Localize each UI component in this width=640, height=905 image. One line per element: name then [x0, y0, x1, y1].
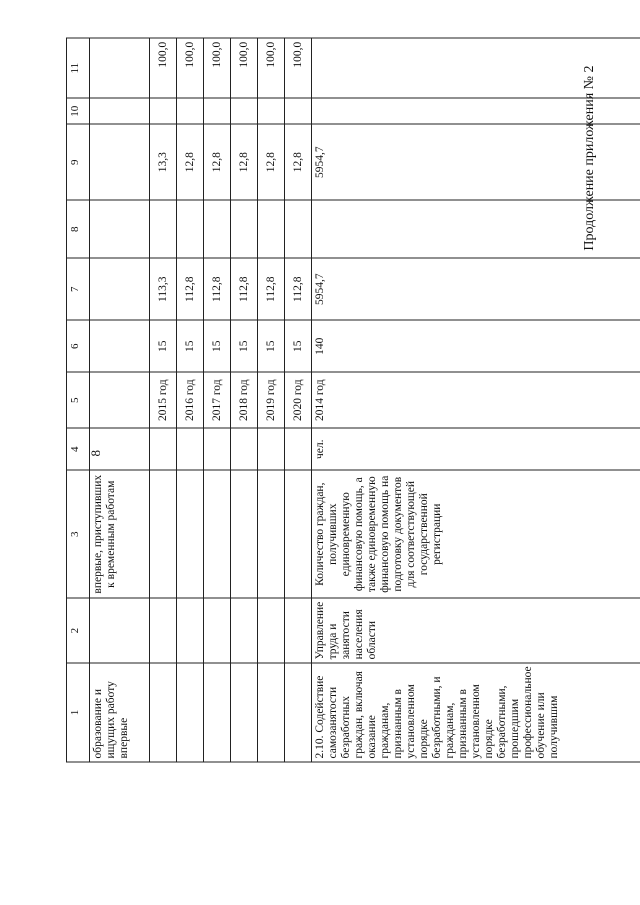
table-row	[177, 38, 204, 762]
table-row	[150, 38, 177, 762]
col-number: 7	[67, 258, 90, 320]
year-cell: 2017 год	[204, 372, 231, 428]
year-cell: 2014 год	[312, 372, 640, 428]
col-number: 3	[67, 470, 90, 598]
value-cell: 100,0	[258, 38, 285, 98]
value-cell: 100,0	[285, 38, 312, 98]
value-cell: 100,0	[204, 38, 231, 98]
table-row	[258, 38, 285, 762]
col-number: 11	[67, 38, 90, 98]
value-cell: 112,8	[285, 258, 312, 320]
table-row	[285, 38, 312, 762]
col-number: 1	[67, 663, 90, 762]
value-cell: 15	[150, 320, 177, 372]
value-cell: 100,0	[231, 38, 258, 98]
data-table	[66, 38, 640, 763]
value-cell: 15	[177, 320, 204, 372]
value-cell: 13,3	[150, 124, 177, 200]
responsible-cell: Управление труда и занятости населения области	[312, 598, 640, 663]
value-cell: 15	[258, 320, 285, 372]
value-cell: 112,8	[231, 258, 258, 320]
col-number: 9	[67, 124, 90, 200]
page-number: 8	[88, 450, 103, 457]
value-cell: 100,0	[150, 38, 177, 98]
value-cell: 12,8	[231, 124, 258, 200]
continuation-header: Продолжение приложения № 2	[582, 65, 597, 251]
value-cell: 112,8	[258, 258, 285, 320]
table-row	[204, 38, 231, 762]
value-cell: 12,8	[177, 124, 204, 200]
value-cell: 12,8	[204, 124, 231, 200]
value-cell: 112,8	[177, 258, 204, 320]
year-cell: 2020 год	[285, 372, 312, 428]
value-cell: 15	[231, 320, 258, 372]
value-cell: 140	[312, 320, 640, 372]
table-row	[90, 38, 150, 762]
indicator-name-cell: Количество граждан, получивших единовременную финансовую помощь, а также единовременную финансовую помощь на подготовку документов для соответствующей государственной регистрации	[312, 470, 640, 598]
year-cell: 2016 год	[177, 372, 204, 428]
col-number: 10	[67, 98, 90, 124]
table-row	[312, 38, 640, 762]
value-cell: 15	[285, 320, 312, 372]
unit-cell: чел.	[312, 428, 640, 470]
value-cell: 5954,7	[312, 124, 640, 200]
year-cell: 2015 год	[150, 372, 177, 428]
value-cell: 112,8	[204, 258, 231, 320]
year-cell: 2018 год	[231, 372, 258, 428]
value-cell: 113,3	[150, 258, 177, 320]
value-cell: 15	[204, 320, 231, 372]
value-cell: 12,8	[285, 124, 312, 200]
column-number-row	[67, 38, 90, 762]
year-cell: 2019 год	[258, 372, 285, 428]
measure-cell: 2.10. Содействие самозанятости безработных граждан, включая оказание гражданам, признанным в установленном порядке безработными, и гражданам, признанным в установленном порядке безработными, прошедшим профессиональное обучение или получившим	[312, 663, 640, 762]
table-row	[231, 38, 258, 762]
col-number: 2	[67, 598, 90, 663]
col-number: 5	[67, 372, 90, 428]
value-cell: 12,8	[258, 124, 285, 200]
value-cell: 5954,7	[312, 258, 640, 320]
indicator-name-cell: впервые, приступивших к временным работам	[90, 470, 150, 598]
col-number: 4	[67, 428, 90, 470]
value-cell: 100,0	[177, 38, 204, 98]
col-number: 6	[67, 320, 90, 372]
indicator-cell: образование и ищущих работу впервые	[90, 663, 150, 762]
col-number: 8	[67, 200, 90, 258]
